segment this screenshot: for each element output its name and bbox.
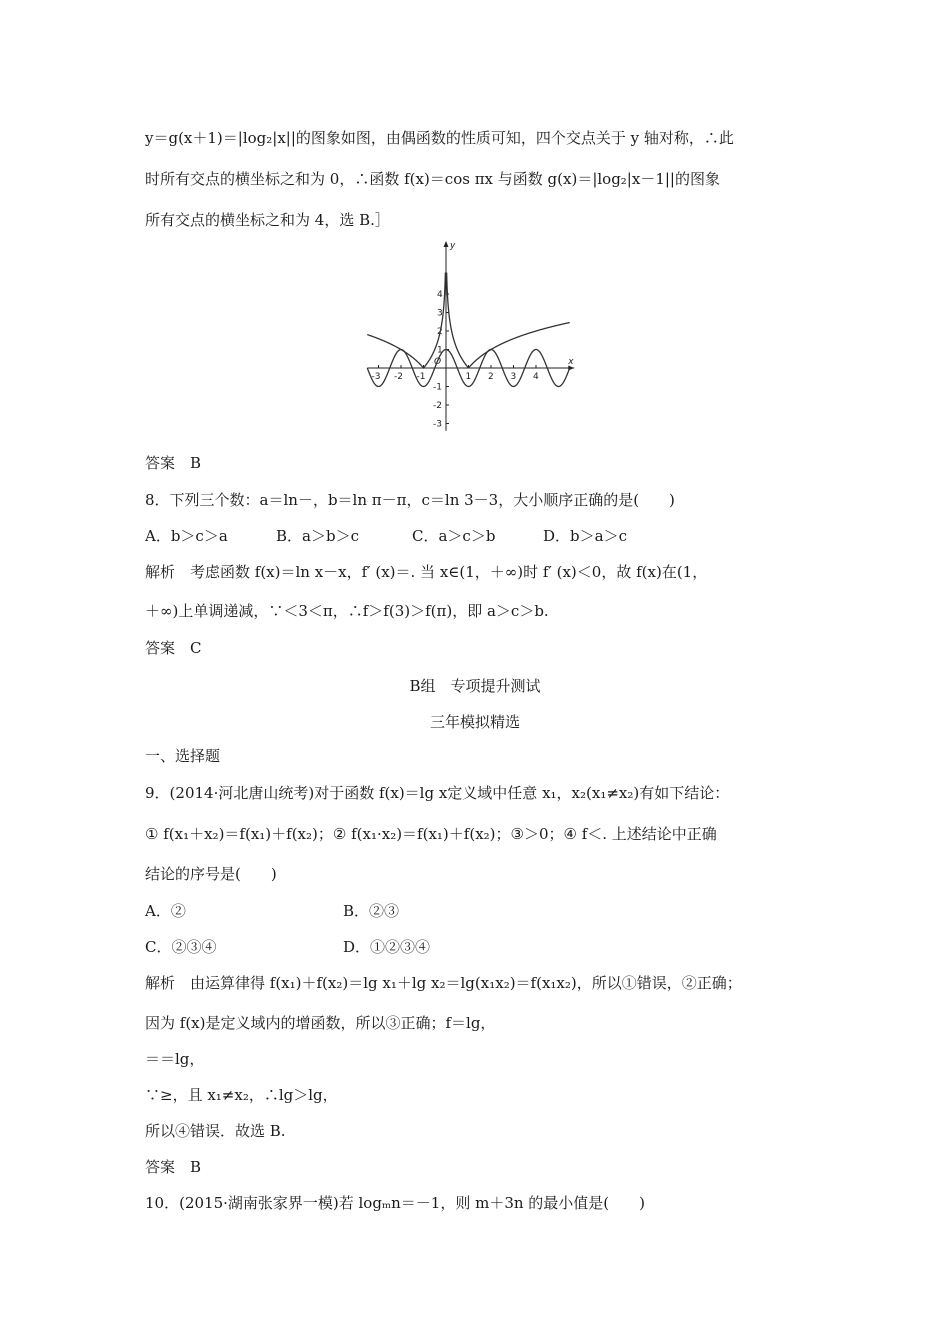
- x-tick-label: -1: [416, 372, 426, 382]
- q9-question-3: 结论的序号是( ): [145, 865, 277, 883]
- y-tick-label: 3: [437, 308, 443, 319]
- q9-question-1: 9．(2014·河北唐山统考)对于函数 f(x)＝lg x定义域中任意 x₁，x₂(x₁≠x₂)有如下结论：: [145, 784, 730, 802]
- x-tick-label: -3: [371, 372, 381, 382]
- y-tick-label: 2: [437, 327, 443, 337]
- y-tick-label: -3: [433, 419, 442, 430]
- section-group-title: B组 专项提升测试: [409, 677, 541, 695]
- y-tick-label: 1: [437, 345, 443, 356]
- x-tick-label: 1: [465, 372, 472, 382]
- intro-line-3: 所有交点的横坐标之和为 4，选 B.］: [145, 211, 390, 229]
- q8-answer: 答案 C: [145, 639, 202, 657]
- section-part: 一、选择题: [145, 747, 221, 765]
- x-tick-label: 4: [533, 372, 539, 382]
- x-tick-label: 3: [510, 372, 517, 382]
- intro-line-2: 时所有交点的横坐标之和为 0，∴函数 f(x)＝cos πx 与函数 g(x)＝|log₂|x－1||的图象: [145, 170, 720, 188]
- q9-question-2: ① f(x₁＋x₂)＝f(x₁)＋f(x₂)；② f(x₁·x₂)＝f(x₁)＋f(x₂)；③＞0；④ f＜. 上述结论中正确: [145, 825, 717, 843]
- y-axis-label: y: [450, 241, 456, 251]
- q9-answer: 答案 B: [145, 1158, 202, 1176]
- intro-line-1: y＝g(x＋1)＝|log₂|x||的图象如图，由偶函数的性质可知，四个交点关于 y 轴对称，∴此: [145, 129, 734, 147]
- function-graph: [360, 238, 590, 444]
- q9-analysis-2: 因为 f(x)是定义域内的增函数，所以③正确；f＝lg，: [145, 1014, 496, 1032]
- q8-option-a: A．b＞c＞a: [145, 527, 228, 545]
- y-tick-label: -2: [433, 401, 442, 411]
- q9-analysis-5: 所以④错误．故选 B.: [145, 1122, 286, 1140]
- q9-option-d: D．①②③④: [343, 938, 431, 956]
- q8-option-c: C．a＞c＞b: [412, 527, 496, 545]
- origin-label: O: [434, 357, 442, 367]
- x-tick-label: 2: [488, 372, 494, 382]
- q8-analysis-2: ＋∞)上单调递减，∵＜3＜π，∴f＞f(3)＞f(π)，即 a＞c＞b.: [145, 602, 549, 620]
- q9-option-a: A．②: [145, 902, 186, 920]
- y-tick-label: -1: [433, 382, 442, 393]
- q8-question: 8．下列三个数：a＝ln－，b＝ln π－π，c＝ln 3－3，大小顺序正确的是( ): [145, 491, 675, 509]
- q9-analysis-3: ＝＝lg，: [145, 1050, 205, 1068]
- q10-question: 10．(2015·湖南张家界一模)若 logₘn＝－1，则 m＋3n 的最小值是( ): [145, 1194, 646, 1212]
- q9-analysis-4: ∵≥，且 x₁≠x₂，∴lg＞lg，: [145, 1086, 338, 1104]
- q7-answer: 答案 B: [145, 454, 202, 472]
- x-tick-label: -2: [394, 372, 403, 382]
- section-subtitle: 三年模拟精选: [429, 713, 520, 731]
- x-axis-label: x: [568, 357, 574, 367]
- q9-option-c: C．②③④: [145, 938, 217, 956]
- q9-option-b: B．②③: [343, 902, 400, 920]
- log-curve-right: [447, 273, 570, 368]
- q8-option-b: B．a＞b＞c: [276, 527, 359, 545]
- y-tick-label: 4: [437, 290, 443, 300]
- q8-analysis-1: 解析 考虑函数 f(x)＝ln x－x，f′ (x)＝. 当 x∈(1，＋∞)时 f′ (x)＜0，故 f(x)在(1，: [145, 563, 708, 581]
- q8-option-d: D．b＞a＞c: [543, 527, 627, 545]
- q9-analysis-1: 解析 由运算律得 f(x₁)＋f(x₂)＝lg x₁＋lg x₂＝lg(x₁x₂)＝f(x₁x₂)，所以①错误，②正确；: [145, 974, 742, 992]
- y-axis-arrow: [444, 241, 449, 247]
